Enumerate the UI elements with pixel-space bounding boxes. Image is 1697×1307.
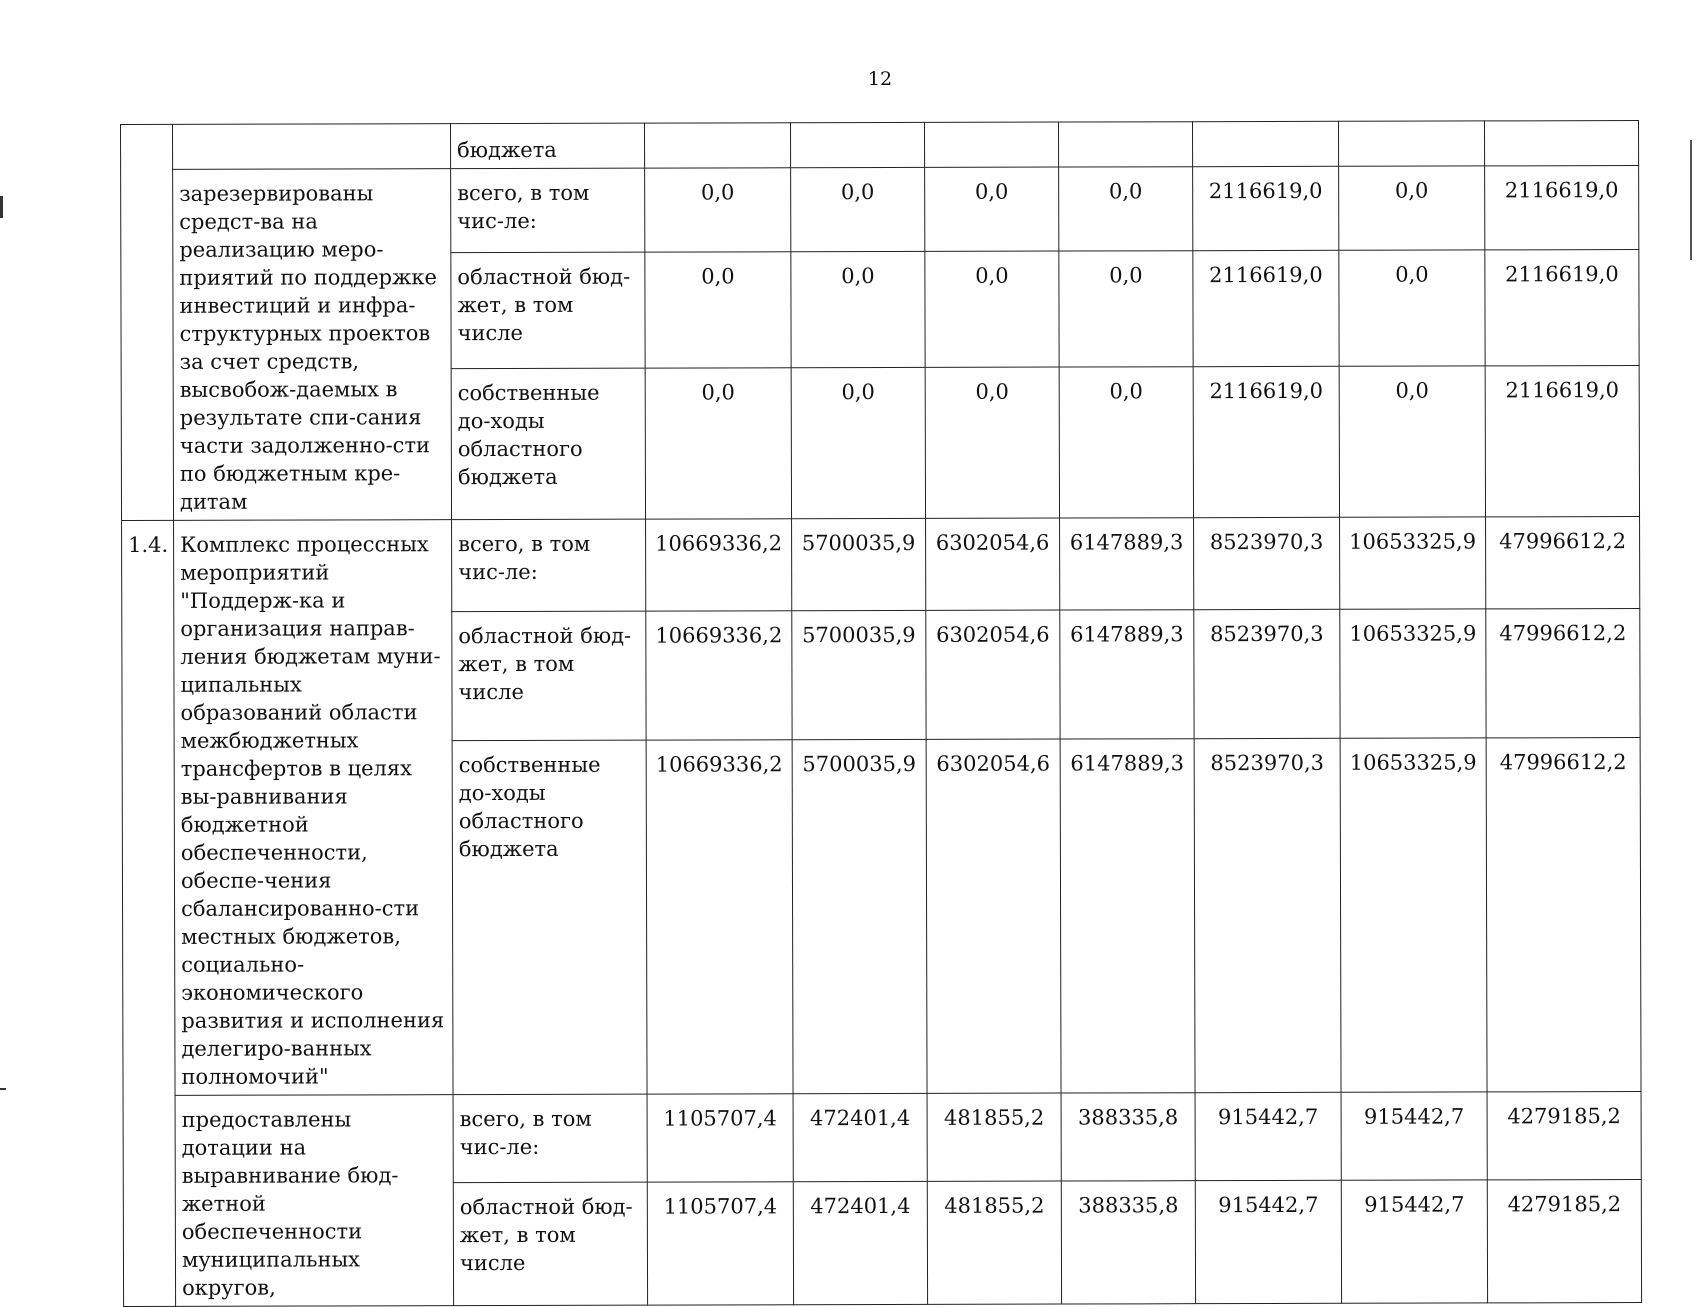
value-cell: 0,0 [1059, 250, 1193, 367]
value-cell: 472401,4 [793, 1093, 927, 1181]
value-cell [1058, 122, 1192, 167]
source-cell: бюджета [451, 123, 645, 169]
value-cell: 0,0 [925, 251, 1059, 368]
value-cell: 0,0 [645, 251, 791, 368]
table-row [121, 166, 1639, 254]
value-cell: 10653325,9 [1340, 738, 1487, 1092]
value-cell: 2116619,0 [1485, 249, 1639, 366]
value-cell: 8523970,3 [1194, 738, 1341, 1092]
value-cell: 1105707,4 [647, 1182, 793, 1305]
table-row [121, 121, 1639, 170]
value-cell: 0,0 [645, 368, 791, 519]
value-cell: 47996612,2 [1486, 738, 1641, 1092]
value-cell: 915442,7 [1195, 1092, 1341, 1180]
value-cell: 10653325,9 [1340, 517, 1486, 610]
value-cell: 10653325,9 [1340, 609, 1486, 738]
value-cell: 388335,8 [1061, 1093, 1195, 1181]
value-cell: 0,0 [1059, 367, 1193, 518]
scan-edge-mark [1690, 140, 1692, 260]
page-number: 12 [867, 68, 893, 90]
value-cell: 915442,7 [1341, 1092, 1487, 1180]
value-cell: 0,0 [645, 168, 791, 252]
value-cell: 4279185,2 [1487, 1092, 1641, 1181]
value-cell: 5700035,9 [792, 740, 927, 1094]
description-cell: предоставлены дотации на выравнивание бюд-жетной обеспеченности муниципальных округов, [175, 1095, 454, 1307]
value-cell: 2116619,0 [1485, 166, 1639, 250]
value-cell: 472401,4 [793, 1181, 927, 1304]
table-row [122, 517, 1640, 613]
scan-edge-mark [0, 1088, 6, 1090]
value-cell: 4279185,2 [1487, 1180, 1641, 1303]
value-cell: 481855,2 [927, 1181, 1061, 1304]
source-cell: областной бюд-жет, в том числе [452, 611, 646, 740]
value-cell: 0,0 [791, 368, 925, 519]
source-cell: собственные до-ходы областного бюджета [451, 368, 645, 519]
index-cell: 1.4. [122, 520, 176, 1306]
value-cell: 47996612,2 [1486, 609, 1640, 738]
value-cell: 10669336,2 [646, 740, 793, 1094]
value-cell [1484, 121, 1638, 166]
source-cell: собственные до-ходы областного бюджета [452, 740, 647, 1094]
source-cell: областной бюд-жет, в том числе [453, 1182, 647, 1305]
description-cell: Комплекс процессных мероприятий "Поддерж-ка и организация направ-ления бюджетам муни-ципальных образований области межбюджетных трансфертов в целях вы-равнивания бюджетной обеспеченности, обеспе-чения сбалансированно-сти местных бюджетов, социально-экономического развития и исполнения делегиро-ванных полномочий" [174, 520, 454, 1096]
source-cell: всего, в том чис-ле: [452, 519, 646, 612]
value-cell: 481855,2 [927, 1093, 1061, 1181]
value-cell: 0,0 [1339, 366, 1485, 517]
value-cell: 5700035,9 [792, 518, 926, 611]
value-cell [790, 122, 924, 167]
value-cell: 8523970,3 [1194, 610, 1340, 739]
scan-edge-mark [0, 196, 3, 218]
value-cell: 10669336,2 [646, 519, 792, 612]
value-cell: 6302054,6 [926, 518, 1060, 611]
value-cell: 0,0 [925, 367, 1059, 518]
value-cell: 0,0 [791, 251, 925, 368]
description-cell: зарезервированы средст-ва на реализацию меро-приятий по поддержке инвестиций и инфра-структурных проектов за счет средств, высвобож-даемых в результате спи-сания части задолженно-сти по бюджетным кре-дитам [173, 169, 452, 521]
value-cell: 2116619,0 [1193, 367, 1339, 518]
source-cell: всего, в том чис-ле: [451, 168, 645, 252]
value-cell: 6302054,6 [926, 610, 1060, 739]
value-cell: 6147889,3 [1060, 610, 1194, 739]
value-cell: 1105707,4 [647, 1094, 793, 1182]
budget-table [120, 120, 1642, 1307]
value-cell [644, 123, 790, 168]
value-cell: 10669336,2 [646, 611, 792, 740]
value-cell: 388335,8 [1061, 1181, 1195, 1304]
value-cell: 0,0 [1059, 167, 1193, 251]
value-cell [924, 122, 1058, 167]
value-cell: 915442,7 [1195, 1180, 1341, 1303]
value-cell: 0,0 [1339, 250, 1485, 367]
description-cell [173, 124, 451, 170]
value-cell [1338, 121, 1484, 166]
table-row [123, 1092, 1641, 1184]
value-cell [1192, 121, 1338, 166]
value-cell: 6147889,3 [1060, 518, 1194, 611]
value-cell: 0,0 [1339, 166, 1485, 250]
source-cell: всего, в том чис-ле: [453, 1094, 647, 1183]
value-cell: 8523970,3 [1194, 517, 1340, 610]
value-cell: 2116619,0 [1193, 166, 1339, 250]
value-cell: 2116619,0 [1193, 250, 1339, 367]
value-cell: 47996612,2 [1486, 517, 1640, 610]
value-cell: 6302054,6 [926, 739, 1061, 1093]
value-cell: 0,0 [925, 167, 1059, 251]
value-cell: 915442,7 [1341, 1180, 1487, 1303]
value-cell: 0,0 [791, 167, 925, 251]
value-cell: 6147889,3 [1060, 739, 1195, 1093]
value-cell: 2116619,0 [1485, 366, 1639, 517]
value-cell: 5700035,9 [792, 611, 926, 740]
source-cell: областной бюд-жет, в том числе [451, 252, 645, 369]
index-cell [121, 124, 174, 520]
